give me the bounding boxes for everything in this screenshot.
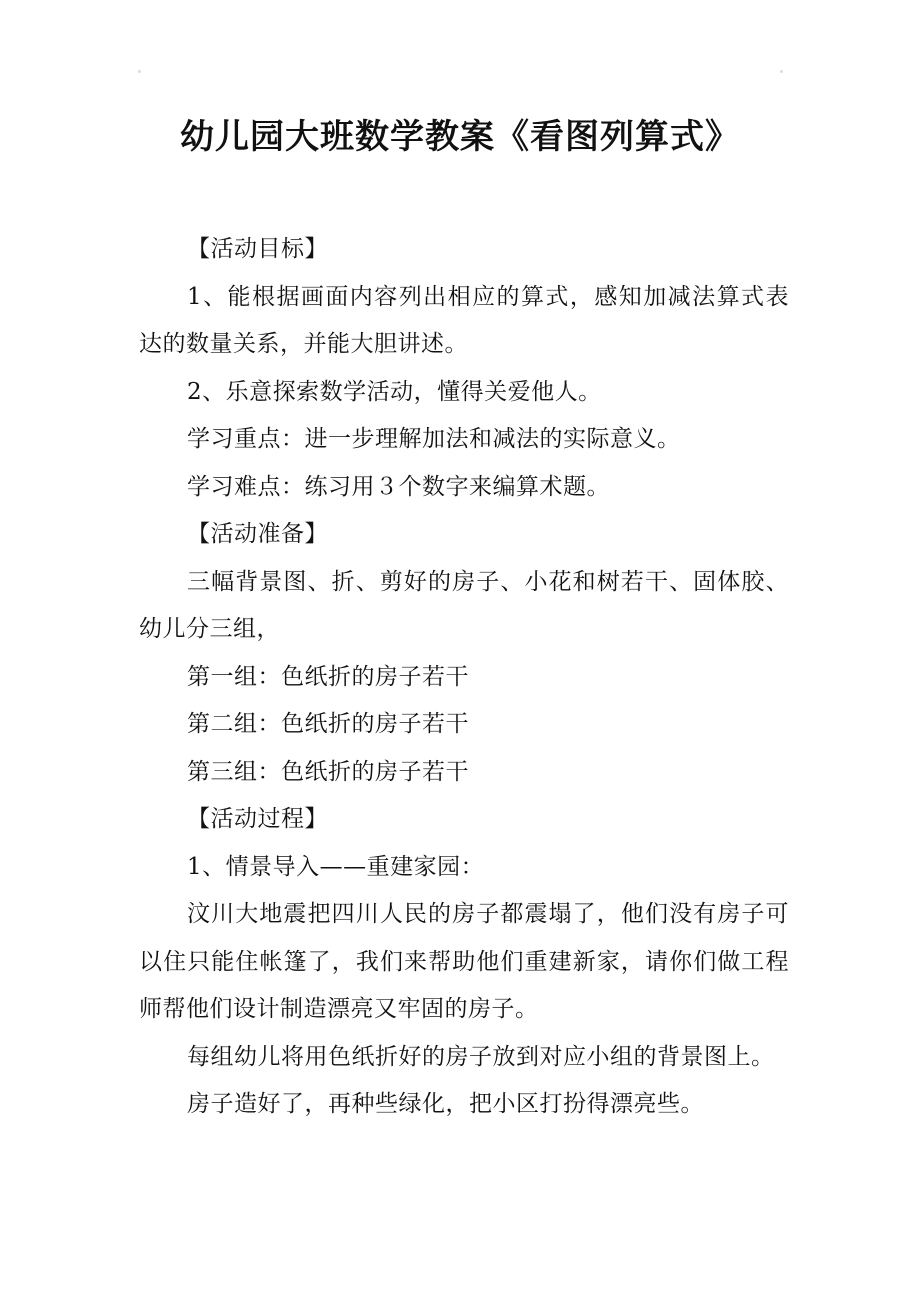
- paragraph: 1、能根据画面内容列出相应的算式，感知加减法算式表达的数量关系，并能大胆讲述。: [139, 283, 789, 357]
- paragraph: 第一组：色纸折的房子若干: [187, 663, 469, 690]
- paragraph: 汶川大地震把四川人民的房子都震塌了，他们没有房子可以住只能住帐篷了，我们来帮助他们重建新家，请你们做工程师帮他们设计制造漂亮又牢固的房子。: [139, 901, 789, 1022]
- section-heading-preparation: 【活动准备】: [187, 521, 328, 547]
- corner-mark-top-right: [780, 70, 783, 73]
- paragraph: 2、乐意探索数学活动，懂得关爱他人。: [187, 378, 602, 405]
- paragraph: 三幅背景图、折、剪好的房子、小花和树若干、固体胶、幼儿分三组，: [139, 568, 789, 642]
- paragraph: 房子造好了，再种些绿化，把小区打扮得漂亮些。: [187, 1091, 704, 1117]
- paragraph: 1、情景导入——重建家园：: [187, 853, 485, 880]
- section-heading-process: 【活动过程】: [187, 806, 328, 832]
- document-title: 幼儿园大班数学教案《看图列算式》: [180, 117, 740, 157]
- paragraph: 学习重点：进一步理解加法和减法的实际意义。: [187, 426, 681, 452]
- paragraph: 第三组：色纸折的房子若干: [187, 758, 469, 785]
- paragraph: 学习难点：练习用３个数字来编算术题。: [187, 473, 610, 500]
- paragraph: 第二组：色纸折的房子若干: [187, 711, 469, 737]
- section-heading-goals: 【活动目标】: [187, 236, 328, 262]
- paragraph: 每组幼儿将用色纸折好的房子放到对应小组的背景图上。: [187, 1043, 775, 1070]
- document-body: [139, 226, 789, 1129]
- corner-mark-top-left: [138, 70, 141, 73]
